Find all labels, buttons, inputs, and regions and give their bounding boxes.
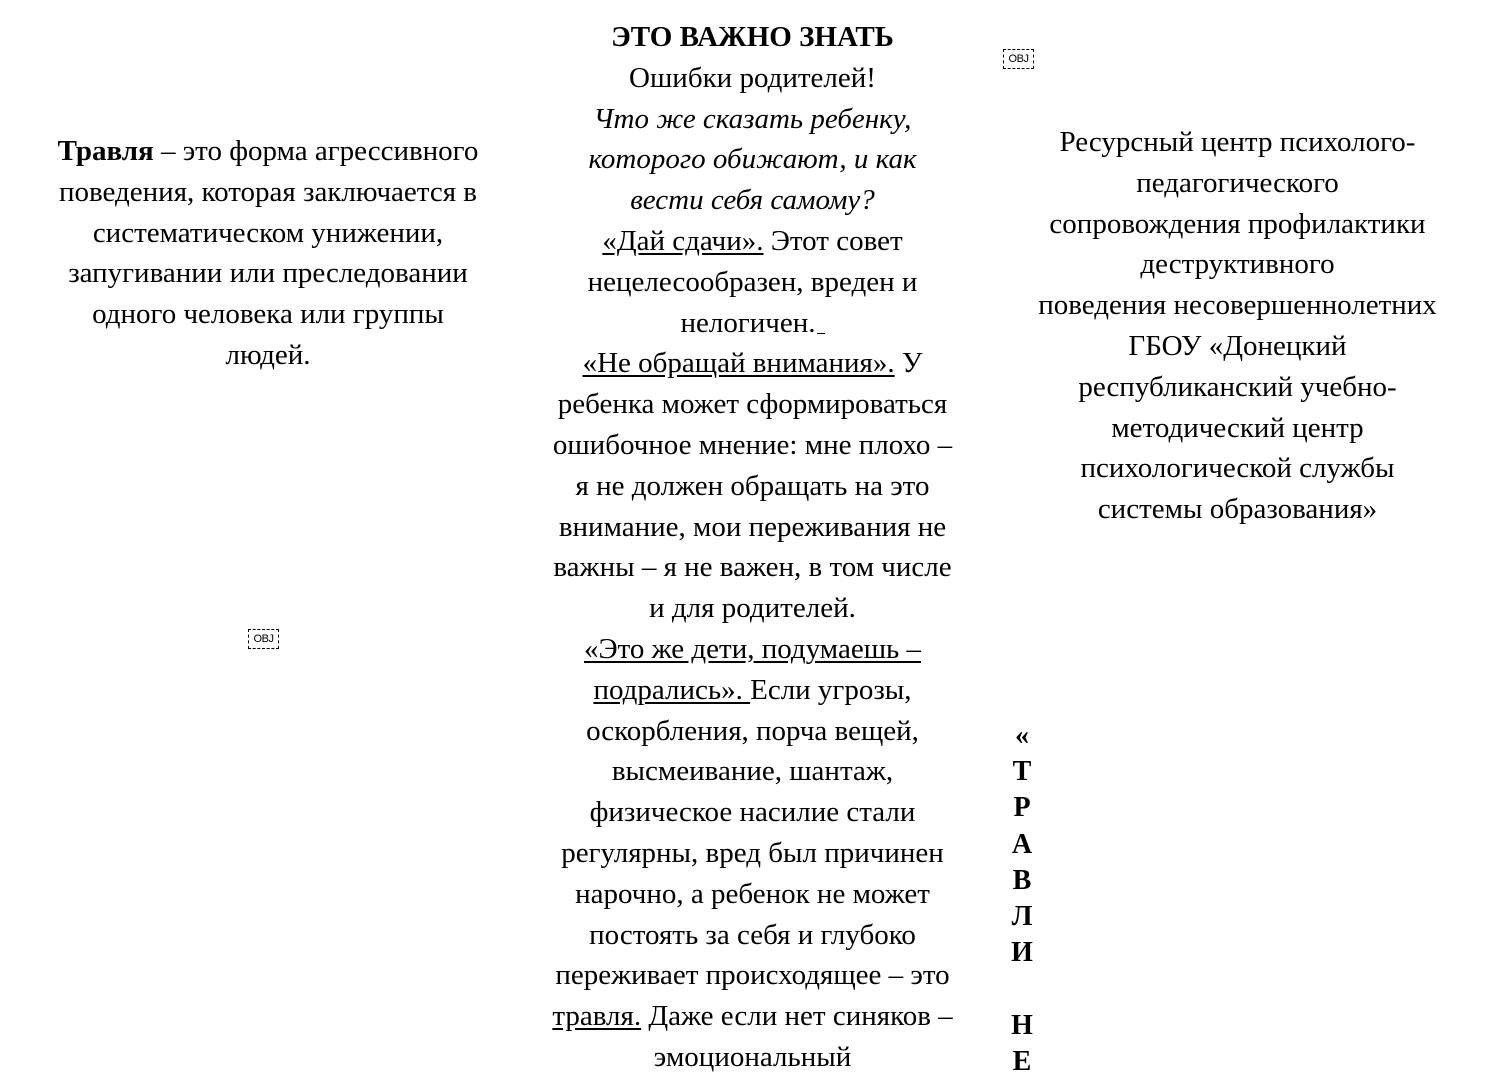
question-line: вести себя самому? xyxy=(630,184,875,217)
vertical-letter: А xyxy=(1011,828,1033,860)
vertical-letter: В xyxy=(1012,864,1032,896)
advice-line: физическое насилие стали xyxy=(589,796,916,829)
definition-line: систематическом унижении, xyxy=(92,216,444,249)
section-heading: ЭТО ВАЖНО ЗНАТЬ xyxy=(611,21,894,53)
organization-line: деструктивного xyxy=(1140,248,1335,281)
vertical-letter: Л xyxy=(1011,900,1033,932)
advice-line: я не должен обращать на это xyxy=(575,469,930,502)
advice-quote: «Дай сдачи». xyxy=(602,224,764,257)
advice-line: высмеивание, шантаж, xyxy=(611,755,894,788)
question-line: Что же сказать ребенку, xyxy=(593,102,912,135)
advice-quote: подрались». xyxy=(593,673,751,706)
embedded-object-placeholder: OBJ xyxy=(248,629,279,649)
organization-line: республиканский учебно- xyxy=(1078,370,1397,403)
definition-line: людей. xyxy=(225,338,311,371)
vertical-letter: Т xyxy=(1012,756,1032,788)
vertical-letter: Н xyxy=(1011,1009,1033,1041)
underlined-word: травля. xyxy=(552,1000,642,1033)
organization-block xyxy=(1000,122,1475,530)
vertical-letter: Е xyxy=(1012,1045,1032,1077)
advice-line: и для родителей. xyxy=(649,592,856,625)
organization-line: Ресурсный центр психолого- xyxy=(1059,126,1416,158)
definition-block xyxy=(28,131,508,376)
definition-term: Травля xyxy=(57,135,154,167)
organization-line: поведения несовершеннолетних xyxy=(1038,289,1437,322)
advice-line: внимание, мои переживания не xyxy=(558,510,947,543)
advice-line: постоять за себя и глубоко xyxy=(589,918,916,951)
vertical-letter: « xyxy=(1015,720,1029,751)
vertical-letter: И xyxy=(1011,937,1033,969)
definition-line: Травля – это форма агрессивного xyxy=(57,135,479,167)
vertical-letter xyxy=(1006,971,1038,1007)
parent-mistakes-block xyxy=(520,17,985,1078)
organization-line: сопровождения профилактики xyxy=(1049,207,1426,240)
advice-line: нарочно, а ребенок не может xyxy=(575,877,930,910)
embedded-object-placeholder: OBJ xyxy=(1003,49,1034,69)
advice-line: регулярны, вред был причинен xyxy=(561,836,944,869)
definition-line: одного человека или группы xyxy=(92,298,444,331)
advice-quote: «Это же дети, подумаешь – xyxy=(583,632,922,665)
advice-quote: «Не обращай внимания». xyxy=(582,347,895,380)
advice-line: нелогичен. xyxy=(520,303,985,344)
advice-line: «Не обращай внимания». У xyxy=(582,347,923,380)
advice-line: нецелесообразен, вреден и xyxy=(587,265,918,298)
advice-line: подрались». Если угрозы, xyxy=(593,673,912,706)
definition-line: поведения, которая заключается в xyxy=(59,175,477,208)
organization-line: методический центр xyxy=(1111,411,1364,444)
advice-line: важны – я не важен, в том числе xyxy=(553,551,952,584)
advice-line: травля. Даже если нет синяков – xyxy=(552,1000,953,1033)
vertical-letter: Р xyxy=(1013,792,1031,824)
section-subheading: Ошибки родителей! xyxy=(629,61,876,94)
vertical-title xyxy=(1006,718,1038,1080)
advice-line: ребенка может сформироваться xyxy=(557,388,948,421)
advice-line: эмоциональный xyxy=(653,1040,852,1073)
question-line: которого обижают, и как xyxy=(588,143,917,176)
advice-line: оскорбления, порча вещей, xyxy=(586,714,919,747)
advice-line: переживает происходящее – это xyxy=(555,959,950,992)
underline-mark xyxy=(817,333,825,334)
organization-line: психологической службы xyxy=(1080,452,1395,485)
definition-line: запугивании или преследовании xyxy=(68,257,468,290)
organization-line: педагогического xyxy=(1136,166,1339,199)
advice-line: «Дай сдачи». Этот совет xyxy=(602,224,903,257)
organization-line: ГБОУ «Донецкий xyxy=(1128,329,1347,362)
advice-line: ошибочное мнение: мне плохо – xyxy=(552,428,953,461)
organization-line: системы образования» xyxy=(1097,493,1378,526)
